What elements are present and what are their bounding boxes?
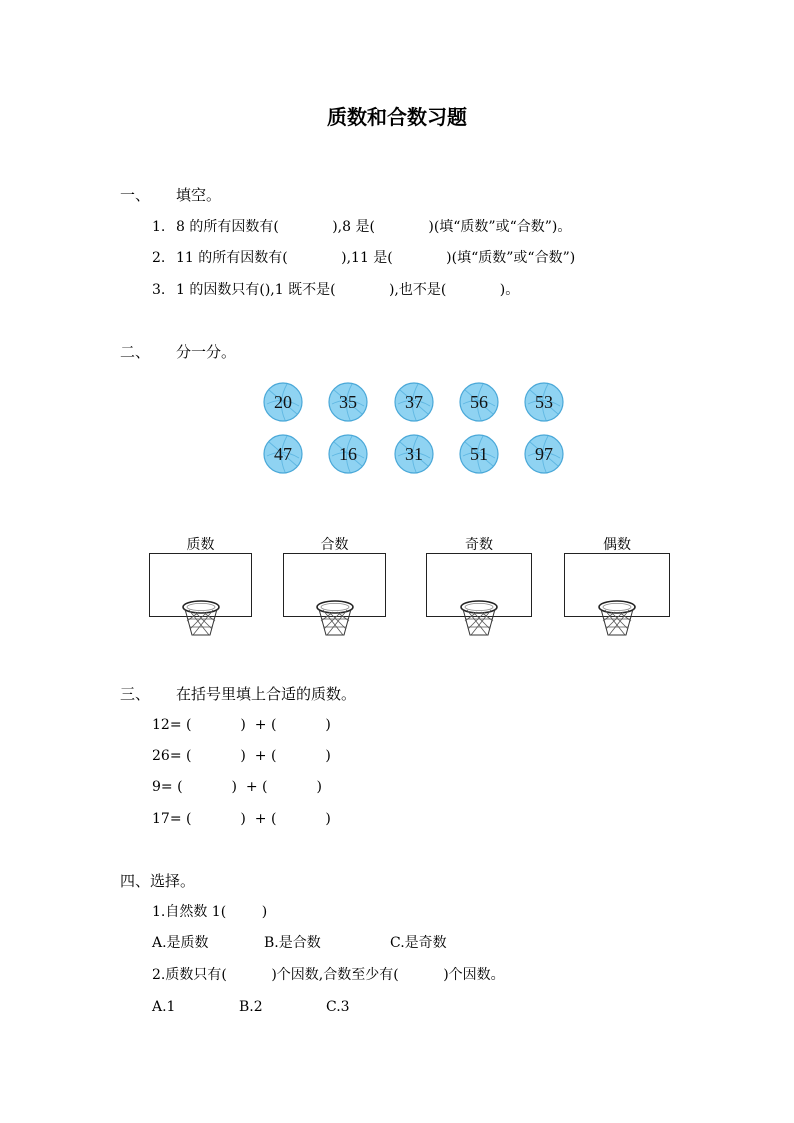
section-4-heading: 四、选择。 <box>120 872 196 890</box>
section-1-number: 一、 <box>120 186 151 204</box>
question-3-text: 1 的因数只有(),1 既不是( ),也不是( )。 <box>176 282 520 298</box>
section-1-heading: 填空。 <box>176 186 222 204</box>
hoop <box>315 599 355 639</box>
board-label: 合数 <box>320 537 349 553</box>
hoop <box>459 599 499 639</box>
section-3-number: 三、 <box>120 685 151 703</box>
number-ball <box>328 434 368 474</box>
number-ball <box>459 434 499 474</box>
choice-1-option-a: A.是质数 <box>152 935 209 951</box>
number-ball <box>524 382 564 422</box>
basket-board <box>283 537 386 617</box>
hoop-icon <box>181 599 221 639</box>
ball-number: 51 <box>470 444 488 464</box>
number-ball <box>394 434 434 474</box>
choice-question-2: 2.质数只有( )个因数,合数至少有( )个因数。 <box>152 967 505 983</box>
hoop-icon <box>315 599 355 639</box>
ball-number: 16 <box>339 444 357 464</box>
number-ball <box>263 434 303 474</box>
choice-2-option-c: C.3 <box>326 999 350 1015</box>
page-title: 质数和合数习题 <box>327 105 467 129</box>
hoop-icon <box>597 599 637 639</box>
question-1-text: 8 的所有因数有( ),8 是( )(填“质数”或“合数”)。 <box>176 219 572 235</box>
equation-1: 12= ( ) + ( ) <box>152 717 331 733</box>
hoop <box>181 599 221 639</box>
ball-number: 31 <box>405 444 423 464</box>
board-label: 奇数 <box>465 537 493 553</box>
equation-4: 17= ( ) + ( ) <box>152 811 331 827</box>
section-3-heading: 在括号里填上合适的质数。 <box>176 685 357 703</box>
ball-number: 20 <box>274 392 292 412</box>
ball-number: 35 <box>339 392 357 412</box>
number-ball <box>328 382 368 422</box>
hoop-icon <box>459 599 499 639</box>
board-label: 偶数 <box>603 537 631 553</box>
basket-board <box>426 537 532 617</box>
number-ball <box>524 434 564 474</box>
number-ball <box>263 382 303 422</box>
ball-number: 97 <box>535 444 553 464</box>
choice-1-option-c: C.是奇数 <box>390 935 447 951</box>
equation-2: 26= ( ) + ( ) <box>152 748 331 764</box>
ball-number: 56 <box>470 392 488 412</box>
question-1-number: 1. <box>152 219 166 235</box>
section-2-heading: 分一分。 <box>176 343 237 361</box>
question-2-text: 11 的所有因数有( ),11 是( )(填“质数”或“合数”) <box>176 250 576 266</box>
choice-2-option-b: B.2 <box>239 999 263 1015</box>
equation-3: 9= ( ) + ( ) <box>152 779 322 795</box>
ball-number: 53 <box>535 392 553 412</box>
number-ball <box>459 382 499 422</box>
basket-board <box>149 537 252 617</box>
number-ball <box>394 382 434 422</box>
hoop <box>597 599 637 639</box>
question-2-number: 2. <box>152 250 166 266</box>
basket-board <box>564 537 670 617</box>
choice-2-option-a: A.1 <box>152 999 176 1015</box>
ball-number: 47 <box>274 444 292 464</box>
ball-number: 37 <box>405 392 423 412</box>
choice-question-1: 1.自然数 1( ) <box>152 904 268 920</box>
section-2-number: 二、 <box>120 343 151 361</box>
board-label: 质数 <box>186 537 215 553</box>
question-3-number: 3. <box>152 282 166 298</box>
choice-1-option-b: B.是合数 <box>264 935 321 951</box>
